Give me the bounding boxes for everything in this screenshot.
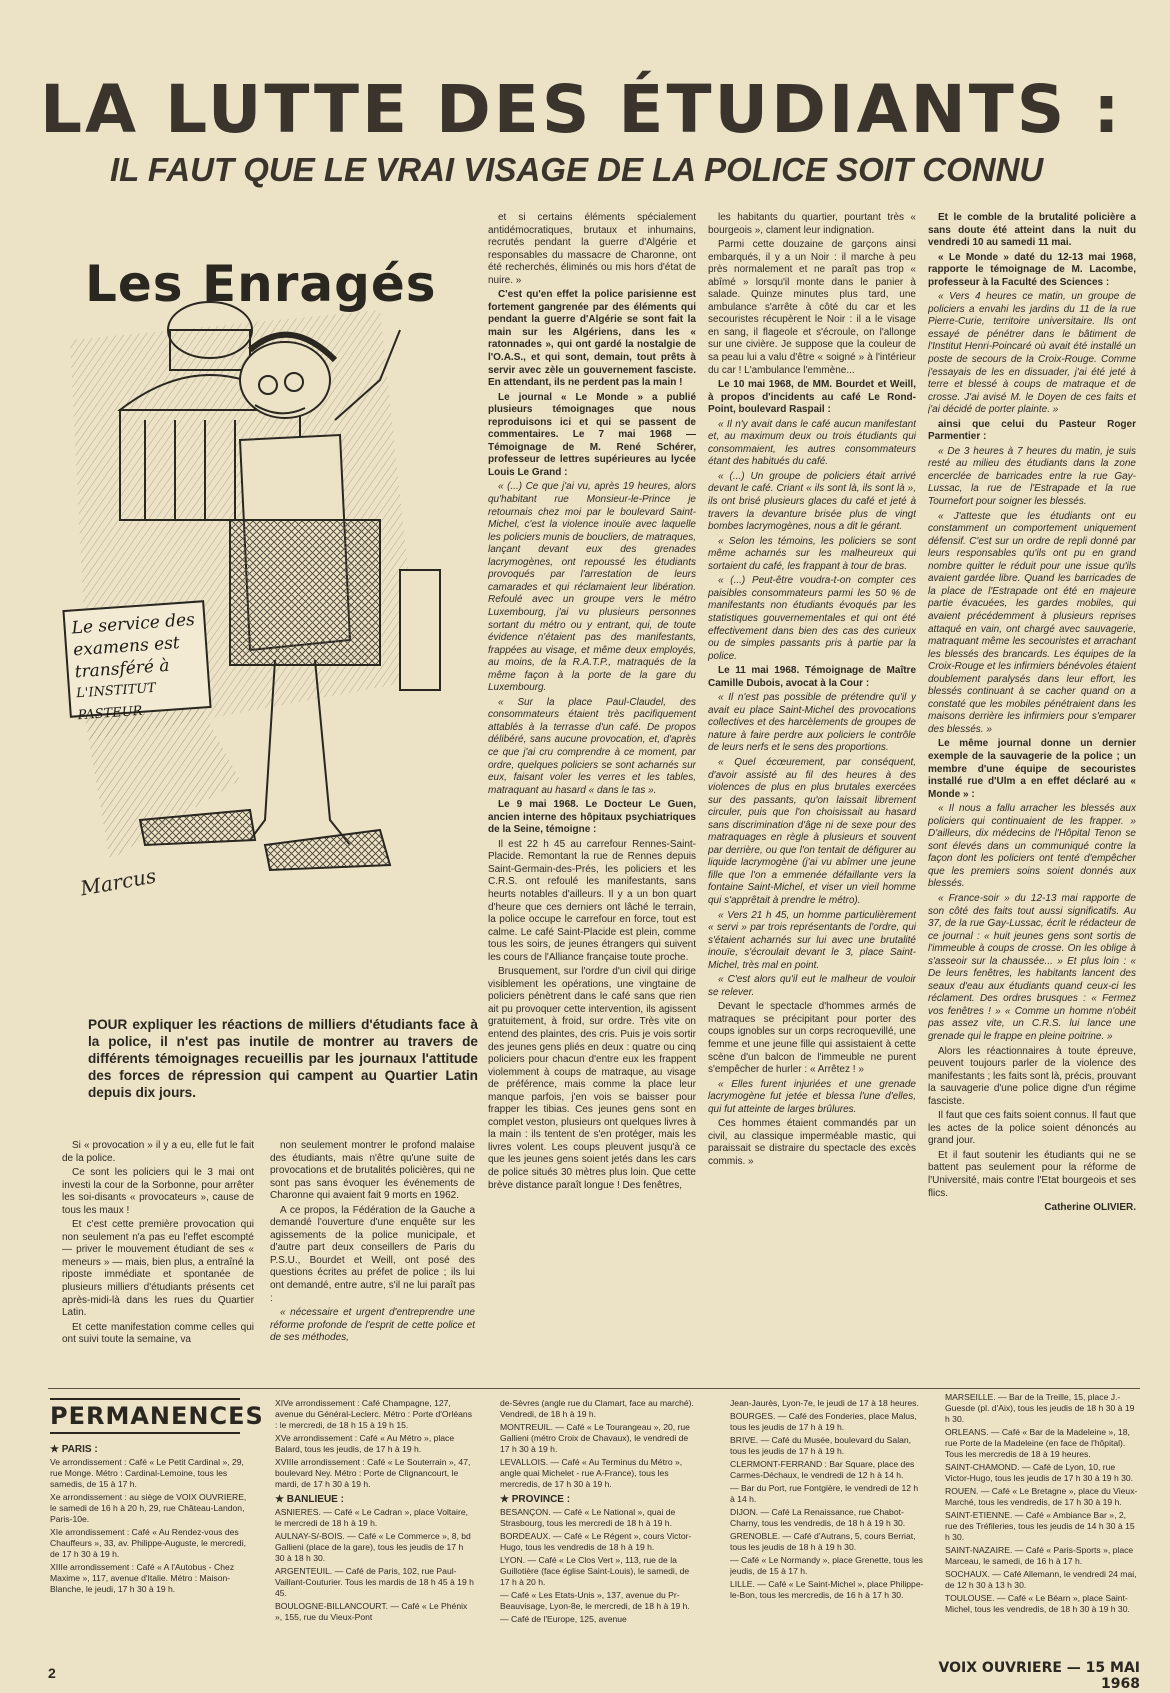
permanences-column-2 (275, 1398, 475, 1655)
permanence-entry: ROUEN. — Café « Le Bretagne », place du Vieux-Marché, tous les vendredis, de 17 h 30 à 19 h. (945, 1486, 1138, 1507)
permanences-column-4 (730, 1398, 925, 1655)
permanences-region: ★ BANLIEUE : (275, 1494, 344, 1505)
article-paragraph: Le 11 mai 1968. Témoignage de Maître Camille Dubois, avocat à la Cour : (708, 665, 916, 689)
article-paragraph: « (...) Un groupe de policiers était arrivé devant le café. Criant « ils sont là, ils sont là », ils ont brisé plusieurs glaces du café et jeté à travers la devanture brisée plus de vingt bombes lacrymogènes, nous a dit le gérant. (708, 470, 916, 533)
sign-line: L'INSTITUT PASTEUR (75, 680, 157, 724)
article-paragraph: Alors les réactionnaires à toute épreuve, peuvent toujours parler de la violence des manifestants ; les faits sont là, précis, prouvant la sauvagerie d'une police digne d'un régime fasciste. (928, 1045, 1136, 1107)
permanence-entry: BOURGES. — Café des Fonderies, place Malus, tous les jeudis de 17 h à 19 h. (730, 1411, 917, 1432)
permanence-entry: TOULOUSE. — Café « Le Béarn », place Saint-Michel, tous les vendredis, de 18 h 30 à 19 h 30. (945, 1593, 1130, 1614)
permanence-entry: XIVe arrondissement : Café Champagne, 127, avenue du Général-Leclerc. Métro : Porte d'Orléans : le mercredi, de 18 h 15 à 19 h 15. (275, 1398, 473, 1430)
subheadline: IL FAUT QUE LE VRAI VISAGE DE LA POLICE SOIT CONNU (110, 151, 1044, 188)
sign-line: Le service des (71, 609, 196, 639)
permanence-entry: SAINT-NAZAIRE. — Café « Paris-Sports », place Marceau, le samedi, de 16 h à 17 h. (945, 1545, 1134, 1566)
article-paragraph: ainsi que celui du Pasteur Roger Parmentier : (928, 418, 1136, 443)
cartoon-sign (62, 600, 211, 724)
article-paragraph: Si « provocation » il y a eu, elle fut le fait de la police. (62, 1140, 254, 1164)
article-paragraph: Et cette manifestation comme celles qui ont suivi toute la semaine, va (62, 1321, 254, 1346)
sign-line: transféré à (74, 655, 171, 683)
article-paragraph: « Il nous a fallu arracher les blessés aux policiers qui continuaient de les frapper. » D'ailleurs, dix médecins de l'Hôpital Tenon se sont élevés dans un communiqué contre la façon dont les policiers ont tenté d'empêcher que les premiers soins soient donnés aux blessés. (928, 803, 1136, 890)
article-paragraph: « France-soir » du 12-13 mai rapporte de son côté des faits tout aussi significatifs. Au 37, de la rue Gay-Lussac, écrit le rédacteur de ce journal : « huit jeunes gens sont sortis de l'immeuble à coups de crosse. On les oblige à s'asseoir sur la chaussée... » Et plus loin : « De leurs fenêtres, les habitants lancent des seaux d'eau aux étudiants quand ceux-ci les réclament. Des ordres brusques : « Fermez vos fenêtres ! » « Comme un homme n'obéit pas assez vite, un C.R.S. lui lance une grenade qui le frappe en pleine poitrine. » (928, 892, 1136, 1042)
cartoonist-signature: Marcus (78, 863, 158, 901)
article-column-1 (62, 1140, 254, 1380)
permanence-entry: BOULOGNE-BILLANCOURT. — Café « Le Phénix », 155, rue du Vieux-Pont (275, 1601, 468, 1622)
article-paragraph: « J'atteste que les étudiants ont eu constamment un comportement uniquement défensif. C'est sur un ordre de repli donné par leurs responsables qu'ils ont pu en grand nombre quitter le réduit pour une issue qu'ils avaient gardée libre. Quand les barricades de la place de l'Estrapade ont été en majeure partie évacuées, les gardes mobiles, qui avaient précédemment à plusieurs reprises attaqué en vain, ont chargé avec sauvagerie, matraquant même les secouristes et arrachant les blessés des brancards. Les équipes de la Croix-Rouge et les infirmiers bénévoles étaient doublement paralysés dans leur effort, les blessés continuant à se cacher quand on a constaté que les mobiles pénétraient dans les maisons derrière les infirmiers pour s'emparer des blessés. » (928, 510, 1136, 735)
article-paragraph: « Sur la place Paul-Claudel, des consommateurs étaient très pacifiquement attablés à la terrasse d'un café. De propos délibéré, sans aucune provocation, et, d'après ce que j'ai cru comprendre à ce moment, par ordre, quelques policiers se sont acharnés sur eux, faisant voler les verres et les tables, matraquant au hasard « dans le tas ». (488, 696, 696, 796)
permanence-entry: SAINT-ETIENNE. — Café « Ambiance Bar », 2, rue des Tréfileries, tous les jeudis de 14 h 30 à 15 h 30. (945, 1510, 1135, 1542)
article-paragraph: les habitants du quartier, pourtant très « bourgeois », clament leur indignation. (708, 212, 916, 236)
permanence-entry: DIJON. — Café La Renaissance, rue Chabot-Charny, tous les vendredis, de 18 h à 19 h 30. (730, 1507, 906, 1528)
sign-line: examens est (72, 633, 181, 661)
article-paragraph: Le même journal donne un dernier exemple de la sauvagerie de la police ; un membre d'une équipe de secouristes installé rue d'Ulm a en effet déclaré au « Monde » : (928, 738, 1136, 800)
article-paragraph: « Selon les témoins, les policiers se sont même acharnés sur les malheureux qui sortaient du café, les frappant à tour de bras. (708, 535, 916, 572)
permanences-column-3 (500, 1398, 700, 1655)
permanences-region: ★ PARIS : (50, 1444, 98, 1455)
cartoon-illustration (50, 220, 475, 940)
permanence-entry: XVe arrondissement : Café « Au Métro », place Balard, tous les jeudis, de 17 h à 19 h. (275, 1433, 455, 1454)
article-paragraph: Le journal « Le Monde » a publié plusieurs témoignages que nous reproduisons ici et qui se passent de commentaires. Le 7 mai 1968 — Témoignage de M. René Schérer, professeur de lettres supérieures au lycée Louis Le Grand : (488, 391, 696, 478)
article-signature: Catherine OLIVIER. (1044, 1202, 1136, 1214)
page-number: 2 (48, 1665, 56, 1681)
permanence-entry: LEVALLOIS. — Café « Au Terminus du Métro », angle quai Michelet - rue A-France), tous les mercredis, de 17 h 30 à 19 h. (500, 1457, 683, 1489)
article-paragraph: Ce sont les policiers qui le 3 mai ont investi la cour de la Sorbonne, pour arrêter les soi-disants « provocateurs », cause de tous les maux ! (62, 1167, 254, 1216)
article-paragraph: Ces hommes étaient commandés par un civil, au classique imperméable mastic, qui paraissait se distraire du spectacle des excès commis. » (708, 1118, 916, 1167)
article-paragraph: « De 3 heures à 7 heures du matin, je suis resté au milieu des étudiants dans la zone encerclée de barricades entre la rue Gay-Lussac, la rue de l'Estrapade et la rue Tournefort pour soigner les blessés. (928, 445, 1136, 508)
article-paragraph: Il est 22 h 45 au carrefour Rennes-Saint-Placide. Remontant la rue de Rennes depuis Saint-Germain-des-Prés, les policiers et les C.R.S. ont refoulé les manifestants, sans heurts notables d'ailleurs. Il y a un bon quart d'heure que ces derniers ont lâché le terrain, la police occupe le carrefour en force, tout est calme. Le café Saint-Placide est plein, comme tous les soirs, de jeunes étrangers qui suivent les cours de l'Alliance française toute proche. (488, 838, 696, 963)
article-paragraph: « Le Monde » daté du 12-13 mai 1968, rapporte le témoignage de M. Lacombe, professeur à la Faculté des Sciences : (928, 251, 1136, 288)
permanence-entry: Xe arrondissement : au siège de VOIX OUVRIERE, le samedi de 16 h à 20 h, 29, rue Château-Landon, Paris-10e. (50, 1492, 247, 1524)
permanence-entry: — Café « Les Etats-Unis », 137, avenue du Pr-Beauvisage, Lyon-8e, le mercredi, de 18 h à 19 h. (500, 1590, 690, 1611)
permanence-entry: LYON. — Café « Le Clos Vert », 113, rue de la Guillotière (face église Saint-Louis), le samedi, de 17 h à 20 h. (500, 1555, 690, 1587)
article-paragraph: Et c'est cette première provocation qui non seulement n'a pas eu l'effet escompté — priver le mouvement étudiant de ses « meneurs » — mais, bien plus, a entraîné la riposte immédiate et spontanée de plusieurs milliers d'étudiants présents cet après-midi-là dans les rues du Quartier Latin. (62, 1219, 254, 1319)
permanence-entry: GRENOBLE. — Café d'Autrans, 5, cours Berriat, tous les jeudis de 18 h à 19 h 30. (730, 1531, 916, 1552)
permanence-entry: ARGENTEUIL. — Café de Paris, 102, rue Paul-Vaillant-Couturier. Tous les mardis de 18 h 45 à 19 h 45. (275, 1566, 474, 1598)
article-paragraph: « Il n'y avait dans le café aucun manifestant et, au maximum deux ou trois étudiants qui consommaient, les autres consommateurs étant des habitués du café. (708, 418, 916, 468)
article-paragraph: « Il n'est pas possible de prétendre qu'il y avait eu place Saint-Michel des provocations collectives et des harcèlements de groupes de nature à faire perdre aux policiers le contrôle de leurs nerfs et le sens des proportions. (708, 692, 916, 754)
permanence-entry: MONTREUIL. — Café « Le Tourangeau », 20, rue Gallieni (métro Croix de Chavaux), le vendredi de 17 h 30 à 19 h. (500, 1422, 690, 1454)
permanence-entry: MARSEILLE. — Bar de la Treille, 15, place J.-Guesde (pl. d'Aix), tous les jeudis de 18 h 30 à 19 h 30. (945, 1392, 1135, 1424)
permanence-entry: BESANÇON. — Café « Le National », quai de Strasbourg, tous les mercredi de 18 h à 19 h. (500, 1507, 676, 1528)
article-paragraph: « Quel écœurement, par conséquent, d'avoir assisté au fil des heures à des violences de plus en plus brutales exercées sur des passants, qu'on laissait librement circuler, puis que l'on choisissait au hasard sans discrimination d'âge ni de sexe pour des matraquages en règle à plusieurs et souvent par derrière, ou que l'on tentait de défigurer au liquide lacrymogène (j'ai vu abîmer une jeune fille que l'on a emmenée défaillante vers la fontaine Saint-Michel, et viser un vieil homme qui s'apprêtait à prendre le métro). (708, 756, 916, 906)
permanences-column-1 (50, 1440, 255, 1655)
article-paragraph: non seulement montrer le profond malaise des étudiants, mais n'être qu'une suite de provocations et de brutalités policières, qui ne sont pas sans évoquer les événements de Charonne qui avaient fait 9 morts en 1962. (270, 1140, 475, 1202)
headline: LA LUTTE DES ÉTUDIANTS : (40, 71, 1123, 148)
article-paragraph: « Vers 21 h 45, un homme particulièrement « servi » par trois représentants de l'ordre, qui s'étaient acharnés sur lui avec une brutalité inouïe, s'écroulait devant le 3, place Saint-Michel, très mal en point. (708, 909, 916, 971)
permanence-entry: SOCHAUX. — Café Allemann, le vendredi 24 mai, de 12 h 30 à 13 h 30. (945, 1569, 1137, 1590)
article-paragraph: Le 10 mai 1968, de MM. Bourdet et Weill, à propos d'incidents au café Le Rond-Point, boulevard Raspail : (708, 379, 916, 416)
article-paragraph: C'est qu'en effet la police parisienne est fortement gangrenée par des éléments qui pendant la guerre d'Algérie se sont fait la main sur les Algériens, dans les « ratonnades », qui ont gardé la nostalgie de l'O.A.S., et qui sont, demain, tout prêts à servir avec zèle un gouvernement fasciste. En attendant, ils ne perdent pas la main ! (488, 289, 696, 389)
permanence-entry: Jean-Jaurès, Lyon-7e, le jeudi de 17 à 18 heures. (730, 1398, 919, 1408)
article-paragraph: Et le comble de la brutalité policière a sans doute été atteint dans la nuit du vendredi 10 au samedi 11 mai. (928, 212, 1136, 249)
article-column-4 (708, 212, 916, 1382)
article-column-2 (270, 1140, 475, 1380)
permanences-region: ★ PROVINCE : (500, 1494, 571, 1505)
permanence-entry: LILLE. — Café « Le Saint-Michel », place Philippe-le-Bon, tous les mercredis, de 16 h à 17 h 30. (730, 1579, 924, 1600)
permanence-entry: XIIIe arrondissement : Café « A l'Autobus - Chez Maxime », 117, avenue d'Italie. Métro : Maison-Blanche, le jeudi, 17 h 30 à 19 h. (50, 1562, 235, 1594)
permanence-entry: AULNAY-S/-BOIS. — Café « Le Commerce », 8, bd Gallieni (place de la gare), tous les jeudis de 17 h 30 à 18 h 30. (275, 1531, 471, 1563)
permanence-entry: — Café de l'Europe, 125, avenue (500, 1614, 627, 1624)
permanences-column-5 (945, 1392, 1140, 1654)
permanence-entry: de-Sèvres (angle rue du Clamart, face au marché). Vendredi, de 18 h à 19 h. (500, 1398, 694, 1419)
article-paragraph: « nécessaire et urgent d'entreprendre une réforme profonde de l'esprit de cette police et de ses méthodes, (270, 1307, 475, 1344)
intro-paragraph: POUR expliquer les réactions de milliers d'étudiants face à la police, il n'est pas inutile de montrer au travers de différents témoignages recueillis par les journaux l'attitude des forces de répression qui campent au Quartier Latin depuis dix jours. (88, 1017, 478, 1100)
article-paragraph: Brusquement, sur l'ordre d'un civil qui dirige visiblement les opérations, une vingtaine de policiers pénètrent dans le café sans que rien ait pu provoquer cette intervention, ils agissent gratuitement, à froid, sur ordre. Très vite on entend des plaintes, des cris. Puis je vois sortir des jeunes gens pliés en deux : quatre ou cinq policiers pour chacun d'entre eux les frappent violemment à coups de matraque, au visage de préférence, mais comme la place leur manque parfois, j'en vois se baisser pour frapper les tibias. Ces jeunes gens sont en complet veston, plusieurs ont quelques livres à la main : ils tentent de s'en protéger, mais les livres volent. Les coups pleuvent jusqu'à ce que les jeunes gens soient jetés dans les cars de police situés 30 mètres plus loin. Que cette brève distance paraît longue ! Des fenêtres, (488, 966, 696, 1191)
permanence-entry: BORDEAUX. — Café « Le Régent », cours Victor-Hugo, tous les vendredis de 18 h à 19 h. (500, 1531, 692, 1552)
permanences-title: PERMANENCES (50, 1398, 240, 1434)
article-paragraph: Et il faut soutenir les étudiants qui ne se battent pas seulement pour la réforme de l'Université, mais contre l'Etat bourgeois et ses flics. (928, 1149, 1136, 1199)
publication-line: VOIX OUVRIERE — 15 MAI 1968 (938, 1660, 1140, 1692)
permanence-entry: — Café « Le Normandy », place Grenette, tous les jeudis, de 15 à 17 h. (730, 1555, 923, 1576)
article-paragraph: « (...) Peut-être voudra-t-on compter ces paisibles consommateurs parmi les 50 % de manifestants non étudiants évoqués par les statistiques gouvernementales et qui ont été effectivement dans bien des cas des curieux ou de simples passants pris à partie par la police. (708, 575, 916, 662)
permanence-entry: XIe arrondissement : Café « Au Rendez-vous des Chauffeurs », 33, av. Philippe-Auguste, le mercredi, de 17 h 30 à 19 h. (50, 1527, 247, 1559)
permanence-entry: SAINT-CHAMOND. — Café de Lyon, 10, rue Victor-Hugo, tous les jeudis de 17 h 30 à 19 h 30. (945, 1462, 1134, 1483)
permanence-entry: CLERMONT-FERRAND : Bar Square, place des Carmes-Déchaux, le vendredi de 12 h à 14 h. (730, 1459, 915, 1480)
article-paragraph: Il faut que ces faits soient connus. Il faut que les actes de la police soient dénoncés au grand jour. (928, 1110, 1136, 1147)
cartoon-title: Les Enragés (85, 255, 437, 313)
article-paragraph: A ce propos, la Fédération de la Gauche a demandé l'ouverture d'une enquête sur les agissements de la police municipale, et d'autre part deux conseillers de Paris du P.S.U., Bourdet et Weill, ont posé des questions écrites au préfet de police ; ils lui ont demandé, entre autre, s'il ne lui paraît pas : (270, 1204, 475, 1304)
article-paragraph: et si certains éléments spécialement antidémocratiques, brutaux et inhumains, recrutés pendant la guerre d'Algérie et responsables du massacre de Charonne, ont été recherchés, éliminés ou mis hors d'état de nuire. » (488, 212, 696, 286)
permanence-entry: — Bar du Port, rue Fontgière, le vendredi de 12 h à 14 h. (730, 1483, 919, 1504)
permanence-entry: Ve arrondissement : Café « Le Petit Cardinal », 29, rue Monge. Métro : Cardinal-Lemoine, tous les samedis, de 15 à 17 h. (50, 1457, 244, 1489)
article-paragraph: Parmi cette douzaine de garçons ainsi embarqués, il y a un Noir : il marche à peu près normalement et ne paraît pas trop « abîmé » lorsqu'il monte dans le panier à salade. Quinze minutes plus tard, une ambulance s'arrête à côté du car et les secouristes récupèrent le Noir : il a le visage en sang, il flageole et s'écroule, on l'allonge sur une civière. Je suppose que la couleur de sa peau lui a valu d'être « soigné » à l'intérieur du car ! L'ambulance l'emmène... (708, 239, 916, 376)
section-divider (48, 1388, 1140, 1389)
article-paragraph: Devant le spectacle d'hommes armés de matraques se précipitant pour porter des coups ignobles sur un corps recroquevillé, une femme et une jeune fille qui assistaient à cette scène d'un balcon de l'immeuble ne purent s'empêcher de hurler : « Arrêtez ! » (708, 1001, 916, 1076)
article-paragraph: « Vers 4 heures ce matin, un groupe de policiers a envahi les jardins du 11 de la rue Pierre-Curie, territoire universitaire. Ils ont essayé de pénétrer dans le bâtiment de l'Institut Henri-Poincaré où avait été installé un poste de secours de la Croix-Rouge. Comme j'essayais de les en dissuader, j'ai été jeté à terre et blessé à coups de matraque et de crosse. J'ai avisé M. le Doyen de ces faits et j'ai décidé de porter plainte. » (928, 291, 1136, 416)
permanence-entry: BRIVE. — Café du Musée, boulevard du Salan, tous les jeudis de 17 h à 19 h. (730, 1435, 912, 1456)
article-column-3 (488, 212, 696, 1382)
article-paragraph: « Elles furent injuriées et une grenade lacrymogène fut jetée et blessa l'une d'elles, qui fut atteinte de larges brûlures. (708, 1078, 916, 1115)
permanence-entry: ORLEANS. — Café « Bar de la Madeleine », 18, rue Porte de la Madeleine (en face de l'hôpital). Tous les mercredis de 18 à 19 heures. (945, 1427, 1130, 1459)
article-paragraph: « C'est alors qu'il eut le malheur de vouloir se relever. (708, 974, 916, 998)
article-paragraph: Le 9 mai 1968. Le Docteur Le Guen, ancien interne des hôpitaux psychiatriques de la Seine, témoigne : (488, 799, 696, 836)
article-column-5 (928, 212, 1136, 1382)
permanence-entry: ASNIERES. — Café « Le Cadran », place Voltaire, le mercredi de 18 h à 19 h. (275, 1507, 468, 1528)
permanence-entry: XVIIIe arrondissement : Café « Le Souterrain », 47, boulevard Ney. Métro : Porte de Clignancourt, le mardi, de 17 h 30 à 19 h. (275, 1457, 471, 1489)
article-paragraph: « (...) Ce que j'ai vu, après 19 heures, alors qu'habitant rue Monsieur-le-Prince je retournais chez moi par le boulevard Saint-Michel, c'est la violence inouïe avec laquelle les policiers munis de boucliers, de matraques, lançant devant eux des grenades lacrymogènes, ont repoussé les étudiants provoqués par l'arrestation de leurs camarades et qui réclamaient leur libération. Refoulé avec un groupe vers le métro Luxembourg, j'ai vu plusieurs personnes sortant du métro ou y entrant, qui, de toute évidence n'étaient pas des manifestants, frappées au visage, et même deux employés, au moins, de la R.A.T.P., matraqués de la même façon à la porte de la gare du Luxembourg. (488, 481, 696, 694)
